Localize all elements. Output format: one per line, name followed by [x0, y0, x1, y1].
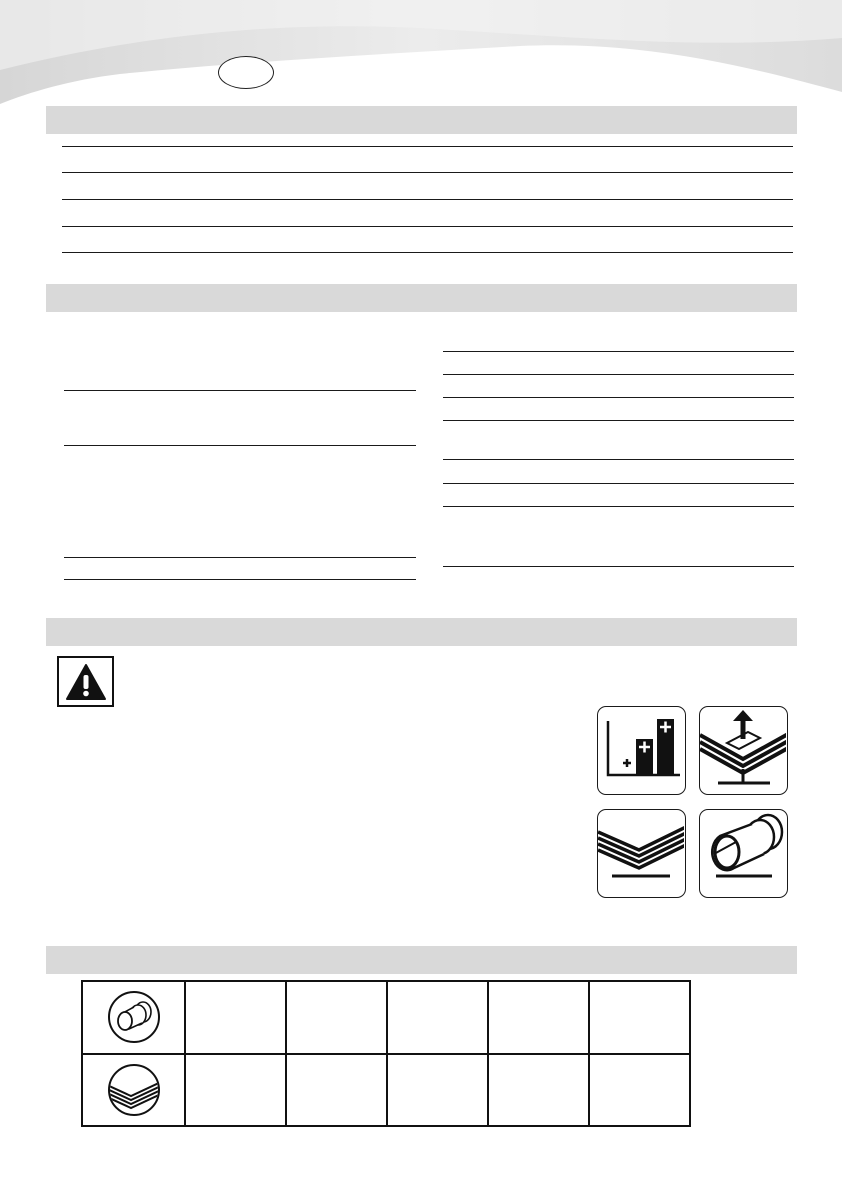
film-roll-icon: [107, 990, 161, 1044]
divider-line: [443, 397, 794, 398]
table-row-icon-cell: [82, 1054, 185, 1127]
divider-line: [64, 579, 416, 580]
stacked-sheets-icon: [598, 810, 684, 896]
divider-line: [443, 459, 794, 460]
warning-triangle-icon: [65, 663, 107, 701]
divider-line: [64, 445, 416, 446]
table-cell: [488, 981, 589, 1054]
language-badge: [218, 56, 274, 89]
table-row-icon-cell: [82, 981, 185, 1054]
divider-line: [62, 146, 793, 147]
table-cell: [589, 1054, 690, 1127]
table-cell: [387, 1054, 488, 1127]
table-cell: [286, 1054, 387, 1127]
bar-chart-plus-pictogram: [597, 706, 686, 795]
divider-line: [443, 420, 794, 421]
warning-icon-box: [57, 656, 114, 707]
divider-line: [62, 172, 793, 173]
divider-line: [443, 374, 794, 375]
divider-line: [443, 351, 794, 352]
divider-line: [62, 226, 793, 227]
table-cell: [185, 981, 286, 1054]
layer-lift-pictogram: [699, 706, 788, 795]
layer-lift-arrow-icon: [700, 707, 786, 793]
film-roll-icon: [700, 810, 786, 896]
section-bar-2: [46, 284, 797, 312]
divider-line: [443, 506, 794, 507]
material-table: [81, 980, 691, 1127]
table-cell: [488, 1054, 589, 1127]
bar-chart-plus-icon: [598, 707, 684, 793]
table-cell: [589, 981, 690, 1054]
section-bar-4: [46, 946, 797, 974]
table-cell: [286, 981, 387, 1054]
divider-line: [443, 483, 794, 484]
film-roll-pictogram: [699, 809, 788, 898]
divider-line: [64, 390, 416, 391]
section-bar-3: [46, 618, 797, 646]
stacked-sheets-pictogram: [597, 809, 686, 898]
divider-line: [62, 199, 793, 200]
divider-line: [64, 557, 416, 558]
divider-line: [443, 566, 794, 567]
table-row: [82, 1054, 690, 1127]
divider-line: [62, 252, 793, 253]
table-cell: [185, 1054, 286, 1127]
table-cell: [387, 981, 488, 1054]
table-row: [82, 981, 690, 1054]
stacked-sheets-icon: [107, 1063, 161, 1117]
section-bar-1: [46, 106, 797, 134]
header-wave: [0, 0, 842, 110]
